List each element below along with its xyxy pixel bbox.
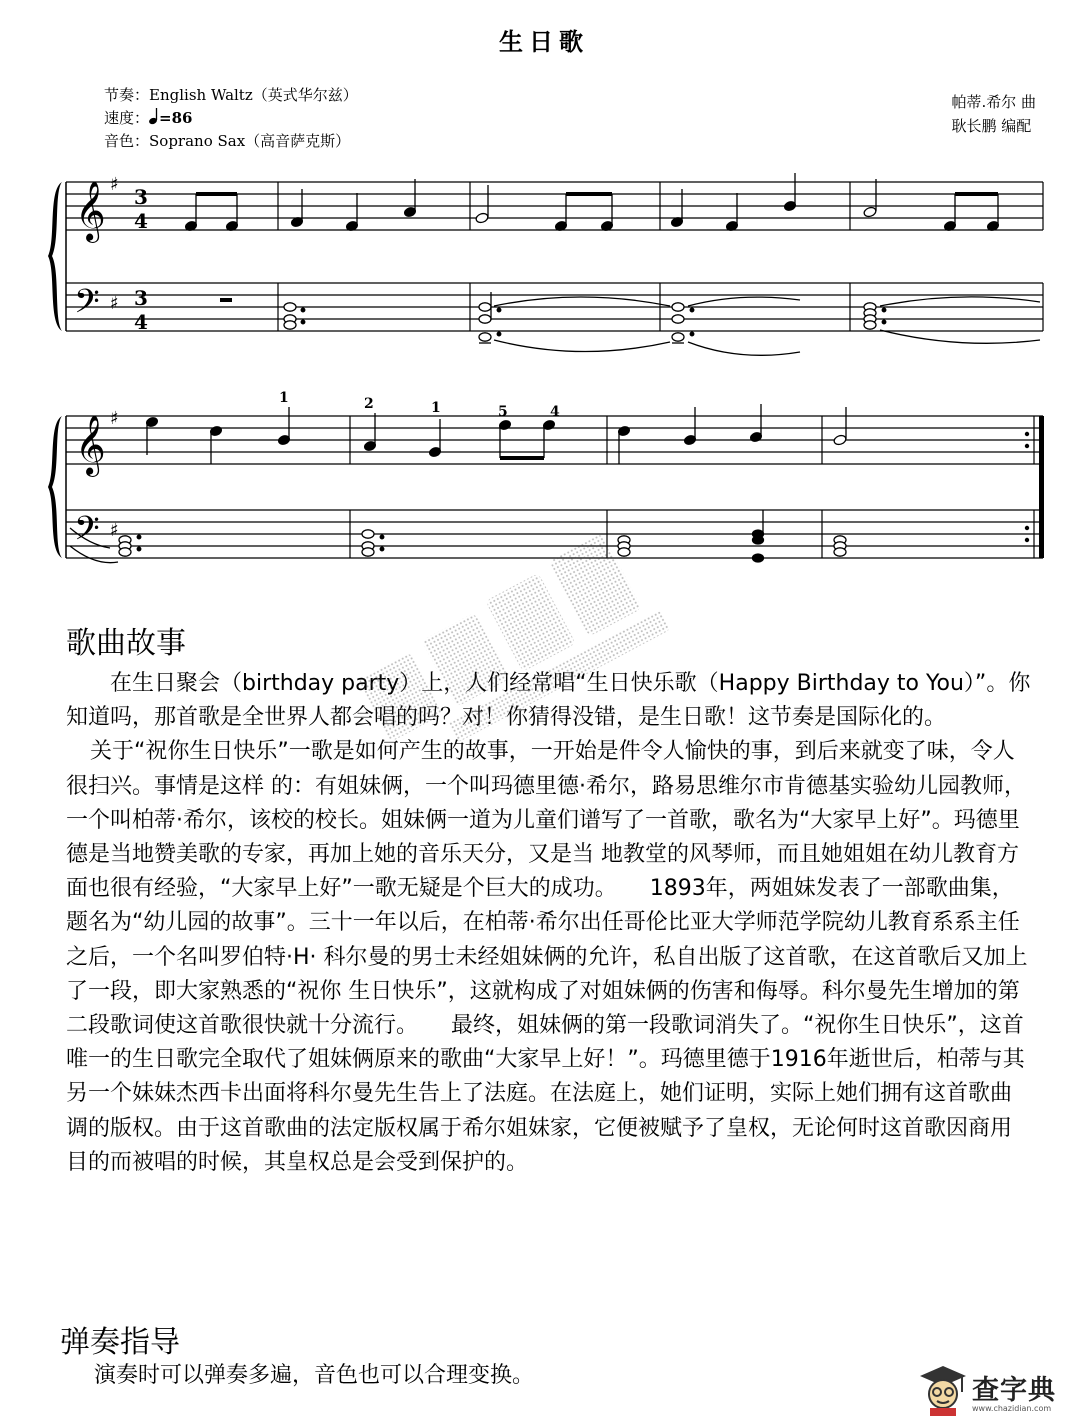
system2-treble-notes (145, 404, 847, 464)
graduate-mascot-icon (916, 1362, 970, 1418)
rhythm-label: 节奏： (104, 86, 150, 104)
guide-heading: 弹奏指导 (60, 1325, 180, 1360)
treble-clef-icon (75, 181, 106, 243)
tempo-label: 速度： (104, 109, 150, 127)
rhythm-value: English Waltz（英式华尔兹） (149, 86, 358, 104)
svg-text:𝄢: 𝄢 (74, 510, 100, 556)
bass-clef-icon (74, 283, 100, 329)
sharp-icon: ♯ (110, 408, 119, 429)
time-signature-bottom: 4 (134, 310, 148, 334)
music-score (0, 0, 1088, 600)
logo-name: 查字典 (972, 1375, 1056, 1406)
system1-bass-staff (66, 283, 1043, 331)
time-signature-top: 3 (134, 185, 148, 209)
story-heading: 歌曲故事 (66, 626, 186, 661)
page-title: 生日歌 (499, 27, 589, 56)
sharp-icon: ♯ (110, 174, 119, 195)
brace-system2 (48, 416, 62, 558)
fingering: 1 (279, 390, 289, 406)
treble-clef-icon (75, 415, 106, 477)
svg-text:𝄢: 𝄢 (74, 283, 100, 329)
svg-text:𝄞: 𝄞 (75, 415, 106, 475)
logo-url: www.chazidian.com (972, 1404, 1052, 1413)
tempo-value: =86 (159, 109, 193, 127)
time-signature-bottom: 4 (134, 209, 148, 233)
bass-clef-icon (74, 510, 100, 556)
system1-treble-staff (66, 182, 1043, 230)
fingering: 2 (364, 396, 374, 412)
sharp-icon: ♯ (110, 293, 119, 314)
rest-icon (220, 298, 232, 302)
arranger-credit: 耿长鹏 编配 (951, 117, 1032, 135)
final-barline (1039, 416, 1044, 558)
guide-text: 演奏时可以弹奏多遍，音色也可以合理变换。 (94, 1363, 535, 1388)
sharp-icon: ♯ (110, 520, 119, 541)
fingering: 4 (550, 404, 560, 420)
watermark-pattern (300, 530, 780, 750)
repeat-dots (1025, 432, 1029, 542)
composer-credit: 帕蒂.希尔 曲 (951, 93, 1036, 111)
site-logo (916, 1362, 1066, 1418)
fingering: 1 (431, 400, 441, 416)
svg-text:𝄞: 𝄞 (75, 181, 106, 241)
system1-bass-notes (220, 292, 886, 343)
story-paragraph: 关于“祝你生日快乐”一歌是如何产生的故事，一开始是件令人愉快的事，到后来就变了味，令人很扫兴。事情是这样 的：有姐妹俩，一个叫玛德里德·希尔，路易思维尔市肯德基实验幼儿园教师，一个叫柏蒂·希尔，该校的校长。姐妹俩一道为儿童们谱写了一首歌，歌名为“大家早上好”。玛德里德是当地赞美歌的专家，再加上她的音乐天分，又是当 地教堂的风琴师，而且她姐姐在幼儿教育方面也很有经验，“大家早上好”一歌无疑是个巨大的成功。 1893年，两姐妹发表了一部歌曲集，题名为“幼儿园的故事”。三十一年以后，在柏蒂·希尔出任哥伦比亚大学师范学院幼儿教育系系主任之后，一个名叫罗伯特·H· 科尔曼的男士未经姐妹俩的允许，私自出版了这首歌，在这首歌后又加上了一段，即大家熟悉的“祝你 生日快乐”，这就构成了对姐妹俩的伤害和侮辱。科尔曼先生增加的第二段歌词使这首歌很快就十分流行。 最终，姐妹俩的第一段歌词消失了。“祝你生日快乐”，这首唯一的生日歌完全取代了姐妹俩原来的歌曲“大家早上好！”。玛德里德于1916年逝世后，柏蒂与其另一个妹妹杰西卡出面将科尔曼先生告上了法庭。在法庭上，她们证明，实际上她们拥有这首歌曲调的版权。由于这首歌曲的法定版权属于希尔姐妹家，它便被赋予了皇权，无论何时这首歌因商用目的而被唱的时候，其皇权总是会受到保护的。 (66, 739, 1028, 1175)
brace-system1 (48, 182, 62, 331)
story-paragraph: 在生日聚会（birthday party）上，人们经常唱“生日快乐歌（Happy Birthday to You）”。你知道吗，那首歌是全世界人都会唱的吗？对！你猜得没错，是生日歌！这节奏是国际化的。 (66, 671, 1031, 731)
timbre-value: Soprano Sax（高音萨克斯） (149, 132, 351, 150)
time-signature-top: 3 (134, 286, 148, 310)
fingering: 5 (498, 404, 508, 420)
timbre-label: 音色： (104, 132, 150, 150)
